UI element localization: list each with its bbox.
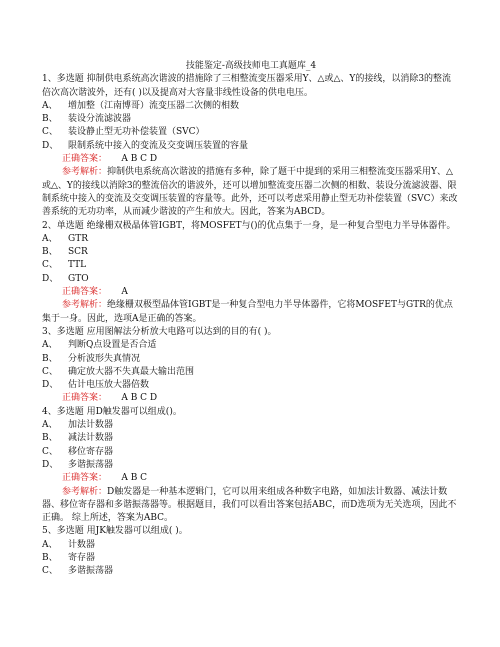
explanation-text: 绝缘栅双极型晶体管IGBT是一种复合型电力半导体器件，它将MOSFET与GTR的优点集于一身。因此，选项A是正确的答案。 [42, 300, 453, 324]
option: D、 GTO [42, 273, 89, 284]
option: C、 装设静止型无功补偿装置（SVC） [42, 127, 205, 138]
explanation-text: 抑制供电系统高次谐波的措施有多种，除了题干中提到的采用三相整流变压器采用Y、△或△、Y的接线以消除3的整流倍次的谐波外，还可以增加整流变压器二次侧的相数、装设分流滤波器、限制系统中接入的变流及交变调压装置的容量等。此外，还可以考虑采用静止型无功补偿装置（SVC）来改善系统的无功功率，从而减少谐波的产生和放大。因此，答案为ABCD。 [42, 167, 458, 218]
correct-answer [42, 392, 460, 405]
question-stem: 1、多选题 抑制供电系统高次谐波的措施除了三相整流变压器采用Y、△或△、Y的接线，以消除3的整流倍次高次谐波外，还有( )以及提高对大容量非线性设备的供电电压。 [42, 74, 452, 98]
option: D、 多谐振荡器 [42, 459, 114, 470]
option: D、 估计电压放大器倍数 [42, 380, 150, 391]
option: A、 GTR [42, 233, 88, 244]
option: C、 确定放大器不失真最大输出范围 [42, 366, 195, 377]
answer-label: 正确答案： [62, 393, 108, 404]
question-stem: 2、单选题 绝缘栅双极晶体管IGBT，将MOSFET与()的优点集于一身，是一种复合型电力半导体器件。 [42, 220, 456, 231]
option: B、 SCR [42, 247, 88, 258]
option: A、 计数器 [42, 539, 96, 550]
document-page [42, 60, 460, 579]
option: A、 判断Q点设置是否合适 [42, 340, 157, 351]
option: B、 分析波形失真情况 [42, 353, 141, 364]
answer-value: A B C D [121, 393, 158, 404]
option: B、 寄存器 [42, 552, 96, 563]
option: C、 多谐振荡器 [42, 566, 114, 577]
option: A、 增加整（江南博哥）流变压器二次侧的相数 [42, 100, 240, 111]
explanation-label: 参考解析： [62, 300, 108, 311]
option: B、 装设分流滤波器 [42, 114, 132, 125]
explanation [42, 299, 460, 326]
answer-label: 正确答案： [62, 154, 108, 165]
question-stem: 3、多选题 应用图解法分析放大电路可以达到的目的有( )。 [42, 326, 277, 337]
explanation-text: D触发器是一种基本逻辑门，它可以用来组成各种数字电路，如加法计数器、减法计数器、移位寄存器和多谐振荡器等。根据题目，我们可以看出答案包括ABC，而D选项为无关选项，因此不正确。 综上所述，答案为ABC。 [42, 486, 457, 524]
correct-answer [42, 286, 460, 299]
answer-label: 正确答案： [62, 287, 108, 298]
option: D、 限制系统中接入的变流及交变调压装置的容量 [42, 140, 249, 151]
document-title: 技能鉴定-高级技师电工真题库_4 [185, 61, 317, 71]
option: B、 减法计数器 [42, 433, 114, 444]
option: C、 移位寄存器 [42, 446, 114, 457]
answer-value: A B C [121, 473, 148, 484]
option: A、 加法计数器 [42, 420, 114, 431]
explanation-label: 参考解析： [62, 486, 108, 497]
answer-label: 正确答案： [62, 473, 108, 484]
correct-answer [42, 153, 460, 166]
question-stem: 5、多选题 用JK触发器可以组成( )。 [42, 526, 188, 537]
explanation-label: 参考解析： [62, 167, 108, 178]
correct-answer [42, 472, 460, 485]
answer-value: A B C D [121, 154, 158, 165]
answer-value: A [121, 287, 128, 298]
question-stem: 4、多选题 用D触发器可以组成()。 [42, 406, 182, 417]
explanation [42, 166, 460, 219]
explanation [42, 486, 460, 526]
option: C、 TTL [42, 260, 87, 271]
